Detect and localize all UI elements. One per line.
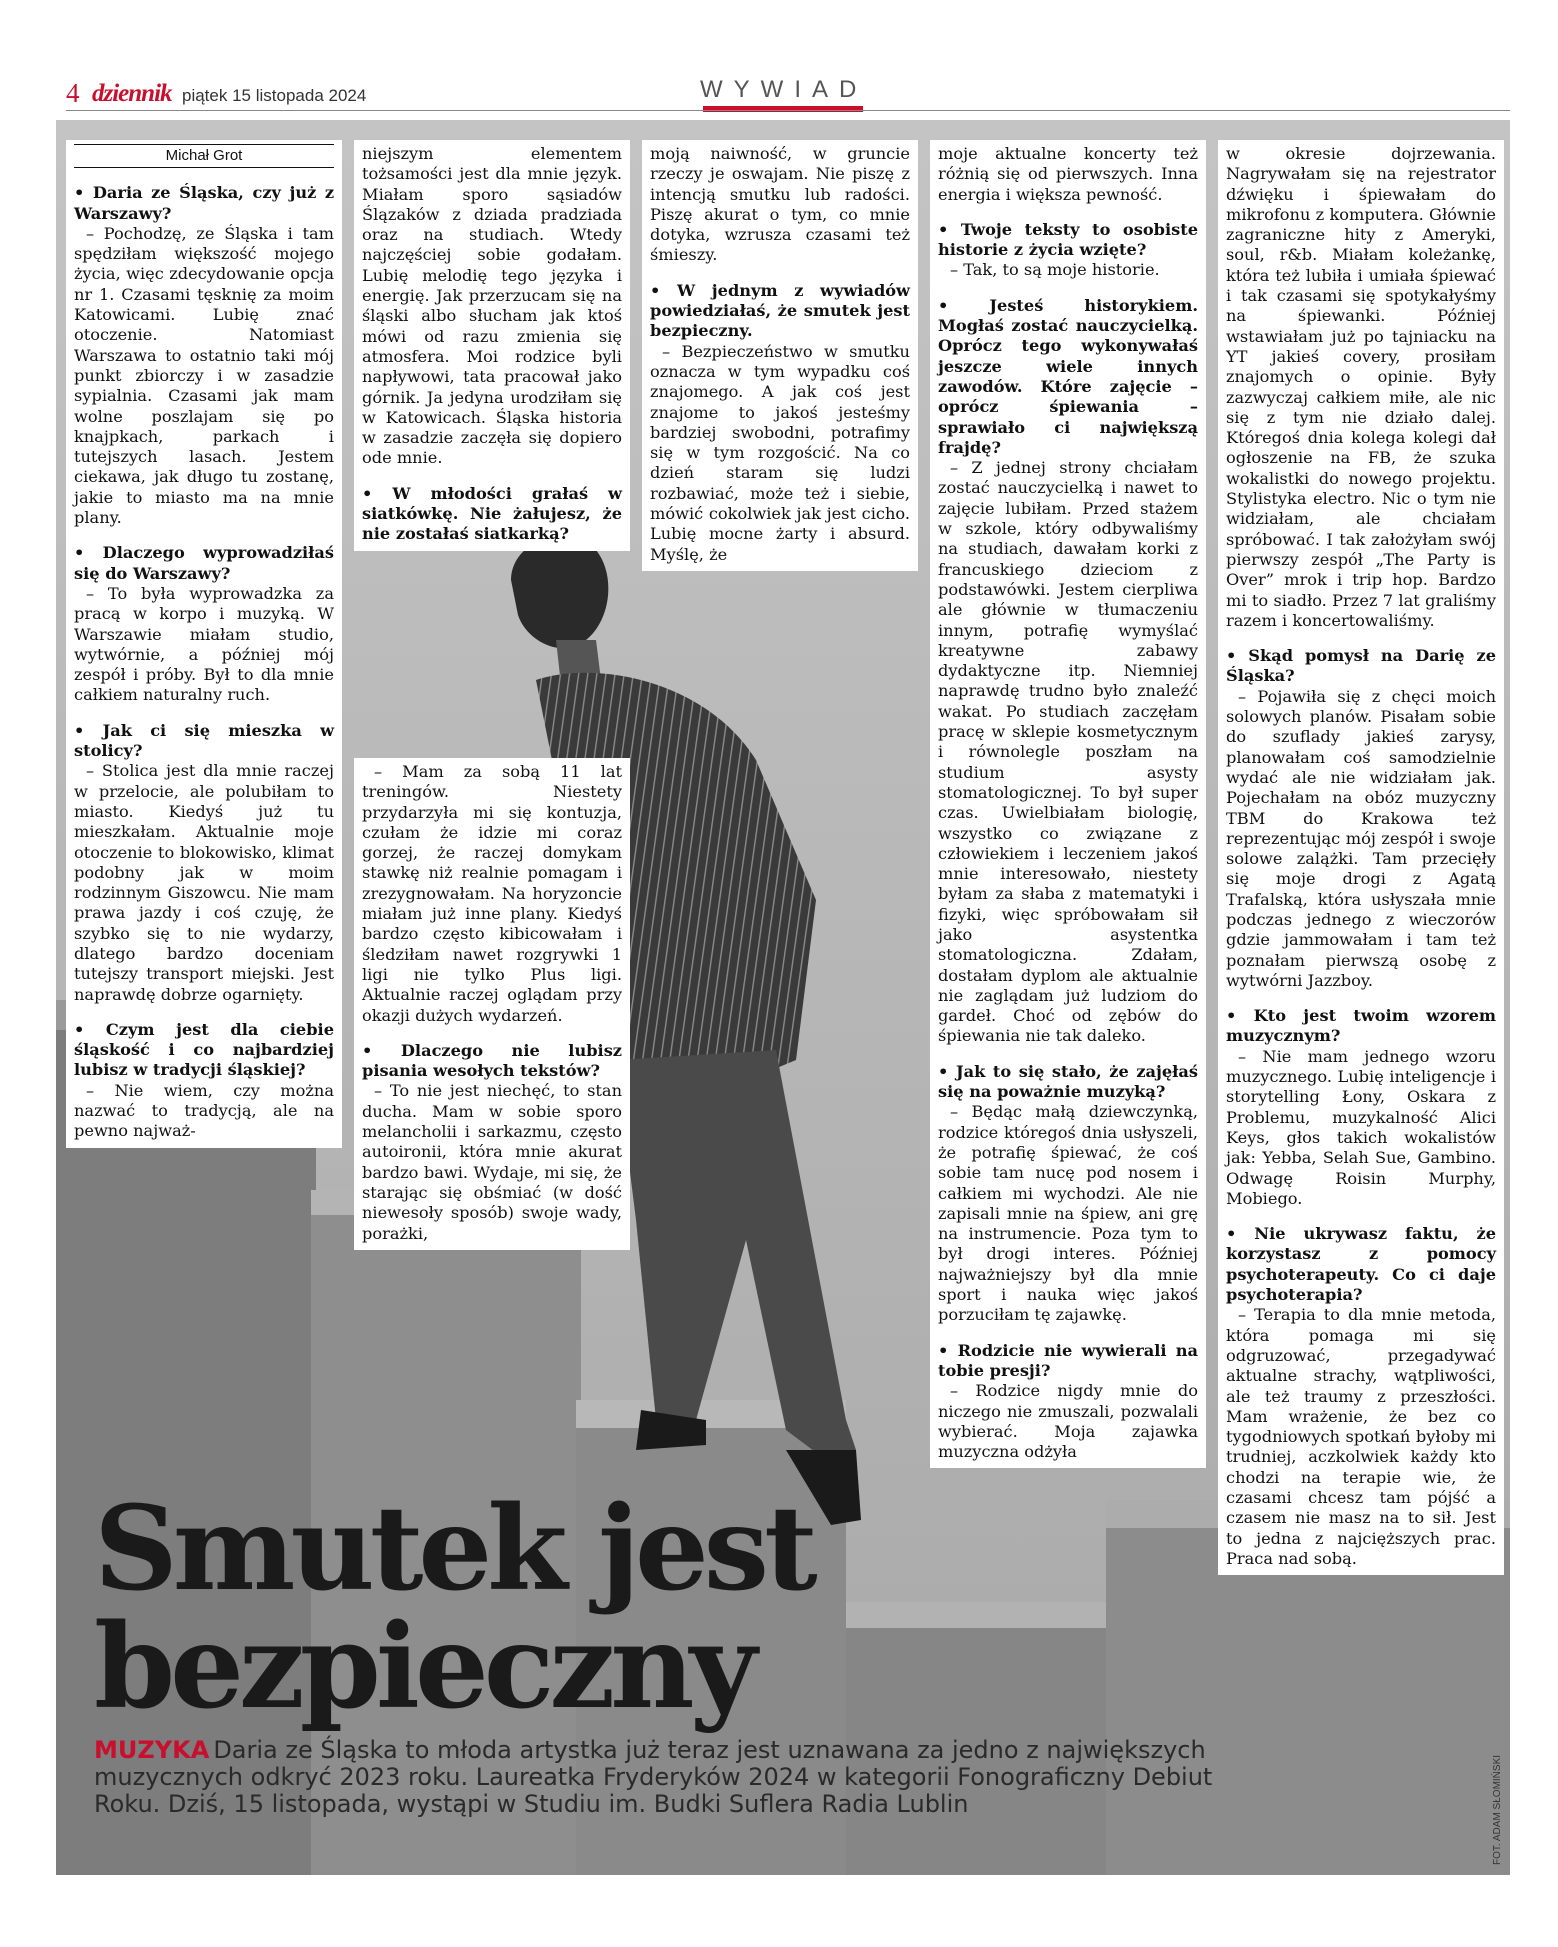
question: • Czym jest dla ciebie śląskość i co najbardziej lubisz w tradycji śląskiej? [74,1020,334,1081]
answer: – Rodzice nigdy mnie do niczego nie zmuszali, pozwalali wybierać. Moja zajawka muzyczna odżyła [938,1381,1198,1462]
answer: – Pojawiła się z chęci moich solowych planów. Pisałam sobie do szuflady jakieś zarysy, planowałam coś samodzielnie wydać ale nie widziałam jak. Pojechałam na obóz muzyczny TBM do Krakowa też reprezentując mój zespół i swoje solowe zalążki. Tam przecięły się moje drogi z Agatą Trafalską, która usłyszała mnie podczas jednego z wieczorów gdzie jammowałam i tam też poznałam pierwszą osobę z wytwórni Jazzboy. [1226,686,1496,990]
question: • Skąd pomysł na Darię ze Śląska? [1226,646,1496,687]
newspaper-logo: dziennik [92,80,172,107]
answer: w okresie dojrzewania. Nagrywałam się na rejestrator dźwięku i śpiewałam do mikrofonu z komputera. Głównie zagraniczne hity z Ameryki, soul, r&b. Miałam koleżankę, która też lubiła i umiała śpiewać i tak czasami się spotykałyśmy na śpiewanki. Później wstawiałam już po tajniacku na YT jakieś covery, prosiłam znajomych o opinie. Były zazwyczaj całkiem miłe, ale nic się z tym nie działo dalej. Któregoś dnia kolega kolegi dał ogłoszenie na FB, że szuka wokalistki do nowego projektu. Stylistyka electro. Nic o tym nie widziałam, ale chciałam spróbować. I tak założyłam swój pierwszy zespół „The Party is Over” mrok i trip hop. Bardzo mi to siadło. Przez 7 lat graliśmy razem i koncertowaliśmy. [1226,144,1496,630]
section-title: WYWIAD [700,76,868,103]
answer: – Tak, to są moje historie. [950,260,1160,280]
author-byline: Michał Grot [74,144,334,168]
article-column-2-top [354,140,630,551]
answer: – Bezpieczeństwo w smutku oznacza w tym wypadku coś znajomego. A jak coś jest znajome to jakoś jesteśmy bardziej swobodni, potrafimy się w tym rozgościć. Na co dzień staram się ludzi rozbawiać, może też i siebie, mówić cokolwiek jak jest cicho. Lubię mocne żarty i absurd. Myślę, że [650,341,910,564]
article-lead [94,1737,1254,1818]
lead-text: Daria ze Śląska to młoda artystka już teraz jest uznawana za jedno z największych muzycznych odkryć 2023 roku. Laureatka Fryderyków 2024 w kategorii Fonograficzny Debiut Roku. Dziś, 15 listopada, wystąpi w Studiu im. Budki Suflera Radia Lublin [94,1736,1213,1818]
headline-line-2: bezpieczny [94,1599,753,1735]
headline-line-1: Smutek jest [94,1481,813,1617]
question: • W jednym z wywiadów powiedziałaś, że smutek jest bezpieczny. [650,281,910,342]
answer: – Stolica jest dla mnie raczej w przelocie, ale polubiłam to miasto. Kiedyś już tu mieszkałam. Aktualnie moje otoczenie to blokowisko, klimat podobny jak w moim rodzinnym Giszowcu. Nie mam prawa jazdy i coś czuję, że szybko się to nie wydarzy, dlatego bardzo doceniam tutejszy transport miejski. Jest naprawdę dobrze ogarnięty. [74,761,334,1004]
question: • Dlaczego nie lubisz pisania wesołych tekstów? [362,1041,622,1082]
answer: – To była wyprowadzka za pracą w korpo i muzyką. W Warszawie miałam studio, wytwórnie, a później mój zespół i próby. Był to dla mnie całkiem naturalny ruch. [74,583,334,705]
article-column-2-bottom [354,758,630,1250]
question: • Nie ukrywasz faktu, że korzystasz z pomocy psychoterapeuty. Co ci daje psychoterapia? [1226,1224,1496,1305]
question: • Jak ci się mieszka w stolicy? [74,721,334,762]
answer: – Będąc małą dziewczynką, rodzice któregoś dnia usłyszeli, że potrafię śpiewać, że coś sobie tam nucę pod nosem i całkiem mi wychodzi. Ale nie zapisali mnie na śpiew, ani grę na instrumencie. Poza tym to był drogi interes. Później najważniejszy był dla mnie sport i nauka więc jakoś porzuciłam tę zajawkę. [938,1102,1198,1325]
issue-date: piątek 15 listopada 2024 [182,86,367,105]
answer: – Mam za sobą 11 lat treningów. Niestety przydarzyła mi się kontuzja, czułam że idzie mi coraz gorzej, że raczej domykam stawkę niż realnie pomagam i zrezygnowałam. Na horyzoncie miałam już inne plany. Kiedyś bardzo często kibicowałam i śledziłam nawet rozgrywki 1 ligi nie tylko Plus ligi. Aktualnie raczej oglądam przy okazji dużych wydarzeń. [362,762,622,1025]
page-header [0,0,1558,115]
answer: – Nie wiem, czy można nazwać to tradycją, ale na pewno najważ- [74,1080,334,1141]
answer: – Pochodzę, ze Śląska i tam spędziłam większość mojego życia, więc zdecydowanie opcja nr 1. Czasami tęsknię za moim Katowicami. Lubię znać otoczenie. Natomiast Warszawa to ostatnio taki mój punkt zbiorczy i w zasadzie sypialnia. Czasami jak mam wolne poszlajam się po knajpkach, parkach i tutejszych lasach. Jestem ciekawa, jak długo tu zostanę, jakie to miasto ma na mnie plany. [74,223,334,528]
lead-category-tag: MUZYKA [94,1736,210,1764]
question: • Dlaczego wyprowadziłaś się do Warszawy? [74,543,334,584]
answer: – Z jednej strony chciałam zostać nauczycielką i nawet to zajęcie lubiłam. Przed stażem w szkole, który odbywaliśmy na studiach, dawałam korki z francuskiego dzieciom z podstawówki. Jestem cierpliwa ale głównie w tłumaczeniu innym, potrafię wymyślać kreatywne zabawy dydaktyczne itp. Niemniej naprawdę trudno było znaleźć wakat. Po studiach zaczęłam pracę w sklepie kosmetycznym i równolegle poszłam na studium asysty stomatologicznej. To był super czas. Uwielbiałam biologię, wszystko co związane z człowiekiem i leczeniem jakoś mnie interesowało, niestety byłam za słaba z matematyki i fizyki, więc spróbowałam sił jako asystentka stomatologiczna. Zdałam, dostałam dyplom ale aktualnie nie zaglądam już ludziom do gardeł. Choć od zębów do śpiewania nie tak daleko. [938,458,1198,1046]
photo-credit: FOT. ADAM SŁOMIŃSKI [1492,1754,1503,1865]
header-divider [66,110,1510,111]
question: • Twoje teksty to osobiste historie z życia wzięte? [938,220,1198,261]
question: • Jesteś historykiem. Mogłaś zostać nauczycielką. Oprócz tego wykonywałaś jeszcze wiele innych zawodów. Które zajęcie – oprócz śpiewania – sprawiało ci największą frajdę? [938,296,1198,458]
section-accent-bar [703,106,863,112]
article-column-1 [66,140,342,1148]
answer: niejszym elementem tożsamości jest dla mnie język. Miałam sporo sąsiadów Ślązaków z dziada pradziada oraz na studiach. Wtedy najczęściej sobie godałam. Lubię melodię tego języka i energię. Jak przerzucam się na śląski albo słucham jak ktoś mówi od razu zmienia się atmosfera. Moi rodzice byli napływowi, tata pracował jako górnik. Ja jedyna urodziłam się w Katowicach. Śląska historia w zasadzie zaczęła się dopiero ode mnie. [362,144,622,468]
answer: – Terapia to dla mnie metoda, która pomaga mi się odgruzować, przegadywać aktualne strachy, wątpliwości, ale też traumy z przeszłości. Mam wrażenie, że bez co tygodniowych spotkań byłoby mi trudniej, aczkolwiek każdy kto chodzi na terapie wie, że czasami chcesz tam pójść a czasem nie masz na to sił. Jest to jedna z najcięższych prac. Praca nad sobą. [1226,1305,1496,1568]
answer: – Nie mam jednego wzoru muzycznego. Lubię inteligencje i storytelling Łony, Oskara z Problemu, muzykalność Alici Keys, głos takich wokalistów jak: Yebba, Selah Sue, Gambino. Odwagę Roisin Murphy, Mobiego. [1226,1046,1496,1208]
answer: moje aktualne koncerty też różnią się od pierwszych. Inna energia i większa pewność. [938,144,1198,204]
article-headline [94,1481,813,1735]
question: • Daria ze Śląska, czy już z Warszawy? [74,183,334,224]
article-column-5 [1218,140,1504,1575]
page-number: 4 [66,78,80,108]
question: • W młodości grałaś w siatkówkę. Nie żałujesz, że nie zostałaś siatkarką? [362,484,622,545]
question: • Rodzicie nie wywierali na tobie presji? [938,1341,1198,1382]
question: • Jak to się stało, że zajęłaś się na poważnie muzyką? [938,1062,1198,1103]
article-column-3 [642,140,918,571]
answer: moją naiwność, w gruncie rzeczy je oswajam. Nie piszę z intencją smutku lub radości. Piszę akurat o tym, co mnie dotyka, wzrusza czasami też śmieszy. [650,144,910,265]
answer: – To nie jest niechęć, to stan ducha. Mam w sobie sporo melancholii i sarkazmu, często autoironii, która mnie akurat bardzo bawi. Wydaje, mi się, że starając się obśmiać (w dość niewesoły sposób) swoje wady, porażki, [362,1081,622,1243]
article-column-4 [930,140,1206,1468]
question: • Kto jest twoim wzorem muzycznym? [1226,1006,1496,1047]
